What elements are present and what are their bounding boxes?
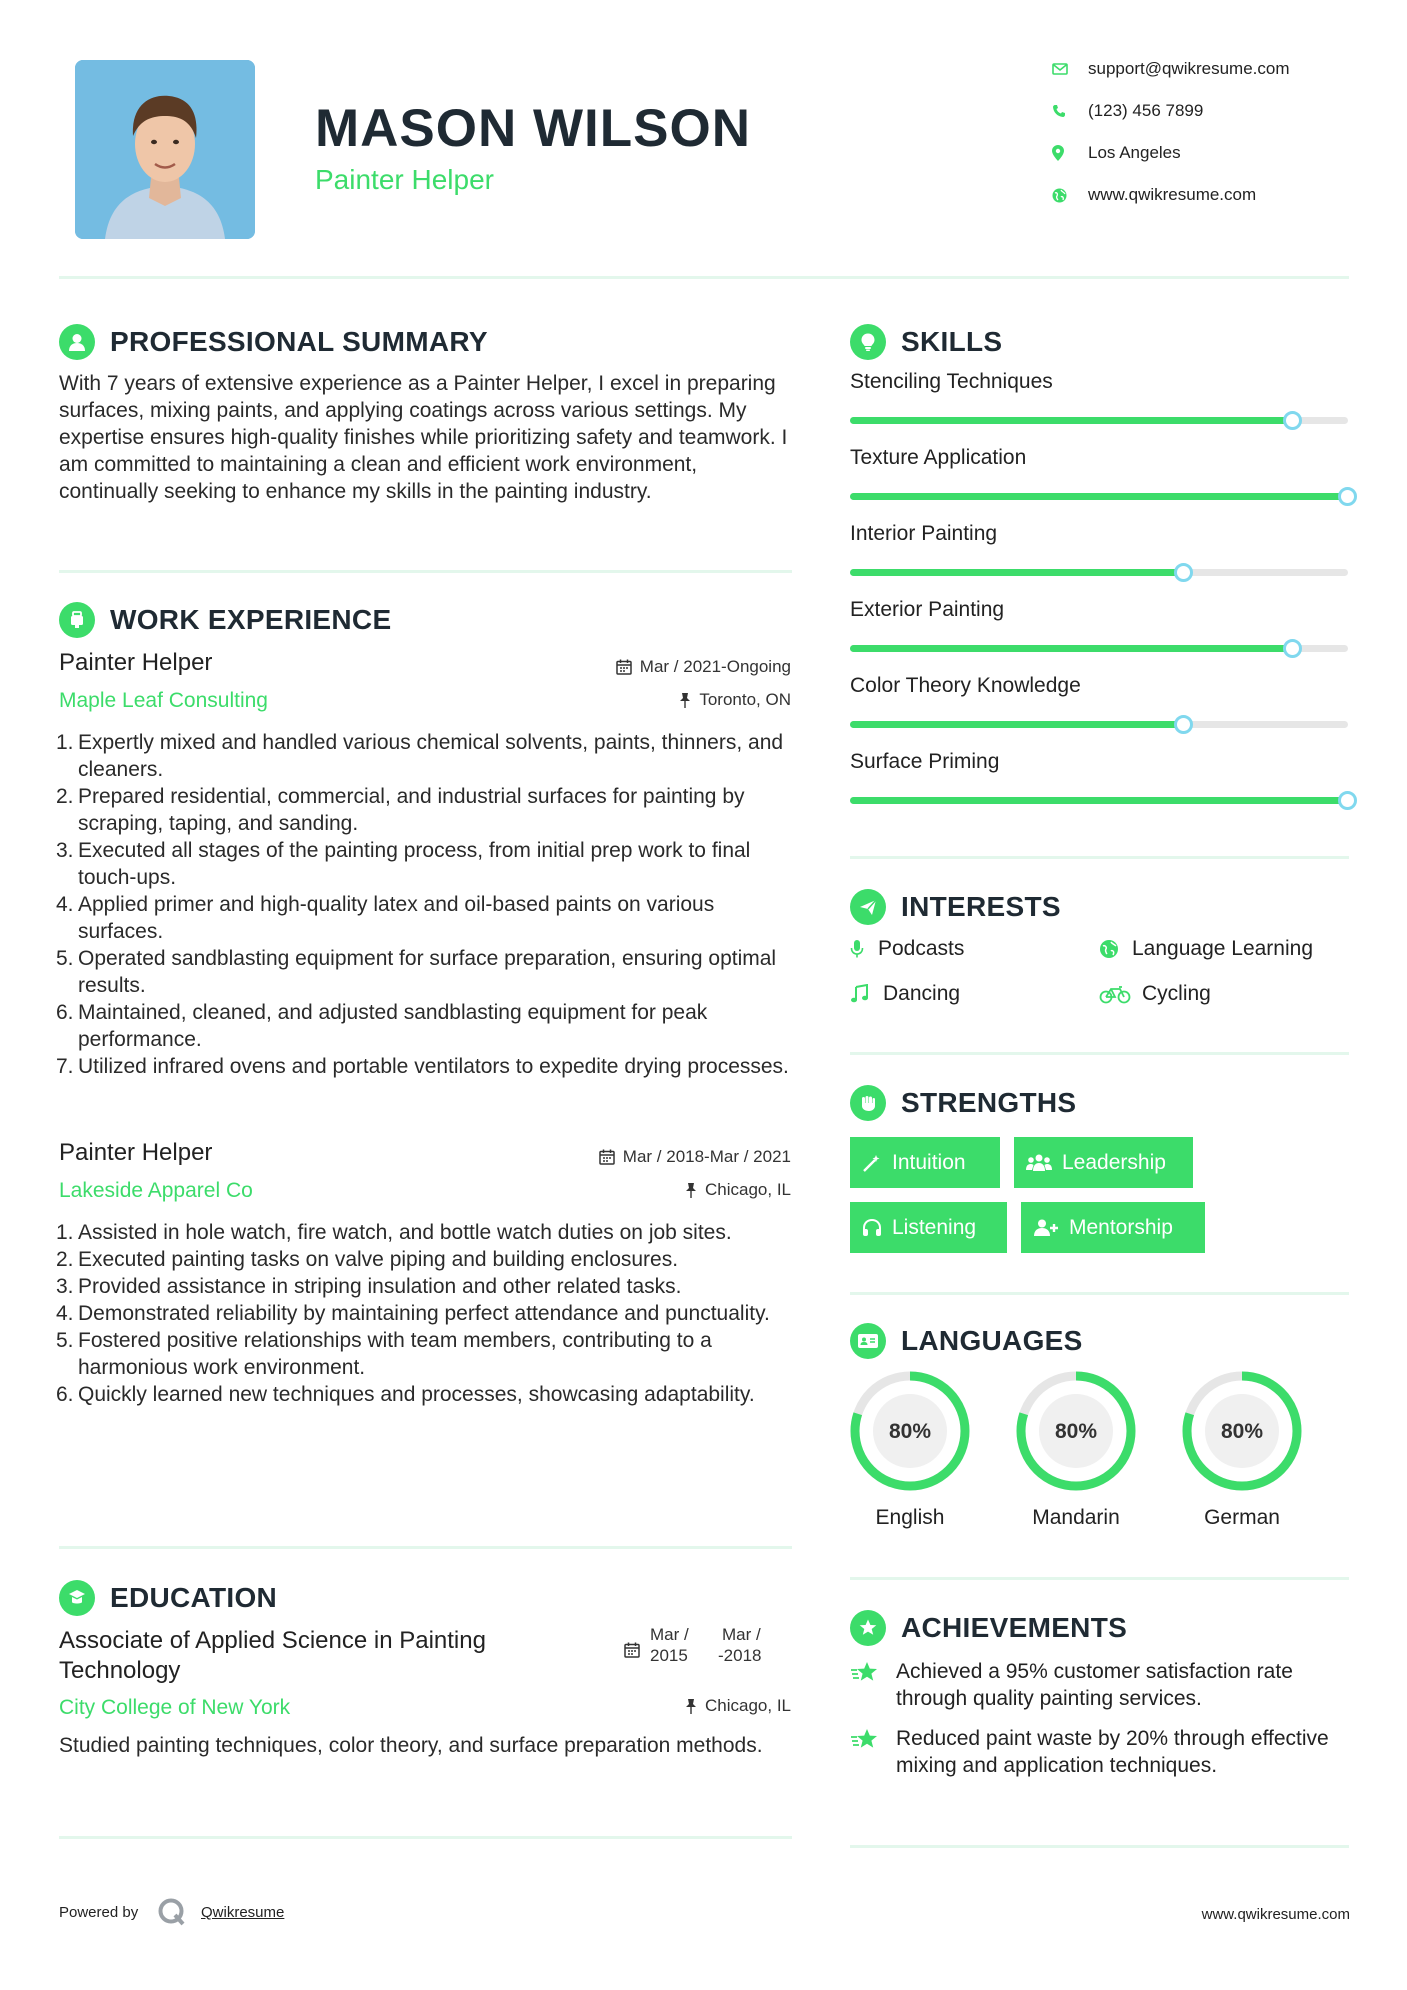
language-name: English xyxy=(875,1506,945,1529)
languages-title: LANGUAGES xyxy=(901,1325,1083,1356)
achievements-title: ACHIEVEMENTS xyxy=(901,1612,1128,1643)
job-1-company: Maple Leaf Consulting xyxy=(59,689,268,712)
job-1-location-text: Toronto, ON xyxy=(699,690,791,709)
education-divider xyxy=(59,1836,792,1839)
map-marker-icon xyxy=(1052,145,1088,161)
microphone-icon xyxy=(850,939,878,959)
bicycle-icon xyxy=(1099,984,1142,1004)
language-percent: 80% xyxy=(1054,1420,1098,1443)
job-1-duties xyxy=(56,729,799,1080)
list-item: 3. Provided assistance in striping insulation and other related tasks. xyxy=(56,1275,682,1298)
skill-bar xyxy=(850,493,1348,500)
job-1-dates-text: Mar / 2021-Ongoing xyxy=(639,657,791,676)
education-location xyxy=(480,1696,791,1716)
globe-icon xyxy=(1099,939,1132,959)
languages-divider xyxy=(850,1577,1349,1580)
list-item: 4. Applied primer and high-quality latex and oil-based paints on various surfaces. xyxy=(56,893,715,943)
headphones-icon xyxy=(862,1218,882,1238)
language-name: Mandarin xyxy=(1032,1506,1120,1529)
skill-bar-knob xyxy=(1174,563,1193,582)
list-item: 4. Demonstrated reliability by maintaining perfect attendance and punctuality. xyxy=(56,1302,770,1325)
job-2-location-text: Chicago, IL xyxy=(705,1180,791,1199)
job-1-role: Painter Helper xyxy=(59,649,213,676)
list-item: 6. Maintained, cleaned, and adjusted sandblasting equipment for peak performance. xyxy=(56,1001,708,1051)
education-end-year: -2018 xyxy=(718,1646,762,1665)
experience-heading xyxy=(59,602,391,638)
summary-title: PROFESSIONAL SUMMARY xyxy=(110,326,488,357)
skill-label: Exterior Painting xyxy=(850,598,1005,621)
strength-tag xyxy=(850,1137,1000,1188)
paper-plane-icon xyxy=(850,889,886,925)
strength-tag xyxy=(850,1202,1007,1253)
skill-bar xyxy=(850,569,1348,576)
job-2-role: Painter Helper xyxy=(59,1139,213,1166)
language-percent: 80% xyxy=(1220,1420,1264,1443)
skill-bar-fill xyxy=(850,797,1348,804)
education-end-month: Mar / xyxy=(722,1625,761,1644)
interest-label: Cycling xyxy=(1142,982,1211,1005)
contact-phone[interactable] xyxy=(1052,100,1332,122)
skill-item xyxy=(850,598,1350,668)
education-title: EDUCATION xyxy=(110,1582,278,1613)
qwikresume-logo-icon xyxy=(157,1897,187,1932)
skill-label: Interior Painting xyxy=(850,522,998,545)
list-item: 2. Prepared residential, commercial, and industrial surfaces for painting by scraping, taping, and sanding. xyxy=(56,785,745,835)
interest-item xyxy=(850,937,964,961)
education-school: City College of New York xyxy=(59,1696,291,1719)
strength-tag xyxy=(1014,1137,1193,1188)
skill-bar-knob xyxy=(1283,639,1302,658)
skill-item xyxy=(850,674,1350,744)
id-card-icon xyxy=(850,1323,886,1359)
strength-label: Listening xyxy=(892,1215,977,1239)
education-degree: Associate of Applied Science in Painting Technology xyxy=(59,1627,486,1684)
list-item: 5. Operated sandblasting equipment for surface preparation, ensuring optimal results. xyxy=(56,947,777,997)
language-ring xyxy=(1181,1370,1303,1492)
user-plus-icon xyxy=(1033,1218,1059,1238)
skill-label: Color Theory Knowledge xyxy=(850,674,1081,697)
contact-website-text: www.qwikresume.com xyxy=(1088,185,1257,204)
skill-bar xyxy=(850,797,1348,804)
contact-phone-text: (123) 456 7899 xyxy=(1088,101,1204,120)
languages-heading xyxy=(850,1323,1083,1359)
language-name: German xyxy=(1204,1506,1280,1529)
pushpin-icon xyxy=(685,1698,697,1714)
skill-bar xyxy=(850,645,1348,652)
profile-photo xyxy=(75,60,255,239)
candidate-name: MASON WILSON xyxy=(315,99,751,158)
candidate-title: Painter Helper xyxy=(315,164,494,195)
skill-item xyxy=(850,446,1350,516)
education-heading xyxy=(59,1580,277,1616)
job-1-dates xyxy=(480,657,791,677)
education-dates xyxy=(624,1625,794,1669)
skill-bar-fill xyxy=(850,493,1348,500)
strengths-divider xyxy=(850,1292,1349,1295)
language-item xyxy=(1015,1370,1137,1497)
music-note-icon xyxy=(850,984,883,1004)
skills-title: SKILLS xyxy=(901,326,1003,357)
calendar-icon xyxy=(616,659,632,675)
skill-bar-fill xyxy=(850,721,1184,728)
strengths-heading xyxy=(850,1085,1076,1121)
skills-divider xyxy=(850,856,1349,859)
skill-item xyxy=(850,522,1350,592)
skill-bar xyxy=(850,721,1348,728)
strengths-title: STRENGTHS xyxy=(901,1087,1077,1118)
skills-list xyxy=(850,370,1350,820)
education-description: Studied painting techniques, color theory, and surface preparation methods. xyxy=(59,1734,763,1757)
contact-location xyxy=(1052,142,1332,164)
star-icon xyxy=(850,1728,880,1752)
calendar-icon xyxy=(599,1149,615,1165)
list-item: 7. Utilized infrared ovens and portable ventilators to expedite drying processes. xyxy=(56,1055,789,1078)
summary-divider xyxy=(59,570,792,573)
skill-bar-knob xyxy=(1283,411,1302,430)
skill-bar-knob xyxy=(1174,715,1193,734)
achievement-text: Reduced paint waste by 20% through effective mixing and application techniques. xyxy=(896,1727,1329,1777)
skill-bar-fill xyxy=(850,417,1293,424)
education-location-text: Chicago, IL xyxy=(705,1696,791,1715)
qwikresume-link[interactable]: Qwikresume xyxy=(201,1904,285,1921)
achievements-heading xyxy=(850,1610,1127,1646)
strength-label: Intuition xyxy=(892,1150,966,1174)
contact-email[interactable] xyxy=(1052,58,1332,80)
interests-divider xyxy=(850,1052,1349,1055)
list-item: 2. Executed painting tasks on valve piping and building enclosures. xyxy=(56,1248,679,1271)
interests-title: INTERESTS xyxy=(901,891,1061,922)
skill-label: Texture Application xyxy=(850,446,1027,469)
star-badge-icon xyxy=(850,1610,886,1646)
pushpin-icon xyxy=(679,692,691,708)
briefcase-icon xyxy=(59,602,95,638)
star-icon xyxy=(850,1661,880,1685)
lightbulb-icon xyxy=(850,324,886,360)
achievement-text: Achieved a 95% customer satisfaction rate through quality painting services. xyxy=(896,1660,1293,1710)
skill-bar xyxy=(850,417,1348,424)
graduate-icon xyxy=(59,1580,95,1616)
interest-label: Language Learning xyxy=(1132,937,1314,960)
job-2-duties xyxy=(56,1219,799,1408)
education-start-month: Mar / xyxy=(650,1625,689,1644)
list-item: 1. Assisted in hole watch, fire watch, and bottle watch duties on job sites. xyxy=(56,1221,732,1244)
skill-bar-knob xyxy=(1338,487,1357,506)
skill-bar-fill xyxy=(850,569,1184,576)
list-item: 6. Quickly learned new techniques and processes, showcasing adaptability. xyxy=(56,1383,755,1406)
job-2-location xyxy=(480,1180,791,1200)
list-item: 3. Executed all stages of the painting process, from initial prep work to final touch-ups. xyxy=(56,839,751,889)
language-ring xyxy=(1015,1370,1137,1492)
contact-email-text: support@qwikresume.com xyxy=(1088,59,1290,78)
language-percent: 80% xyxy=(888,1420,932,1443)
skills-heading xyxy=(850,324,1002,360)
interests-heading xyxy=(850,889,1061,925)
phone-icon xyxy=(1052,104,1088,118)
user-icon xyxy=(59,324,95,360)
magic-wand-icon xyxy=(862,1153,882,1173)
job-2-dates-text: Mar / 2018-Mar / 2021 xyxy=(622,1147,791,1166)
experience-divider xyxy=(59,1546,792,1549)
powered-by-label: Powered by xyxy=(59,1904,139,1921)
interest-item xyxy=(850,982,960,1006)
strength-tag xyxy=(1021,1202,1205,1253)
interest-item xyxy=(1099,982,1211,1006)
skill-item xyxy=(850,750,1350,820)
experience-title: WORK EXPERIENCE xyxy=(110,604,392,635)
skill-bar-knob xyxy=(1338,791,1357,810)
job-2-company: Lakeside Apparel Co xyxy=(59,1179,253,1202)
interest-label: Dancing xyxy=(883,982,961,1005)
footer-website-link[interactable]: www.qwikresume.com xyxy=(1201,1906,1350,1923)
list-item: 5. Fostered positive relationships with team members, contributing to a harmonious work environment. xyxy=(56,1329,712,1379)
skill-label: Surface Priming xyxy=(850,750,1000,773)
summary-text: With 7 years of extensive experience as a Painter Helper, I excel in preparing surfaces, mixing paints, and applying coatings across various settings. My expertise ensures high-quality finishes while prioritizing safety and teamwork. I am committed to maintaining a clean and efficient work environment, continually seeking to enhance my skills in the painting industry. xyxy=(59,372,788,503)
calendar-icon xyxy=(624,1642,640,1658)
achievements-divider xyxy=(850,1845,1349,1848)
summary-heading xyxy=(59,324,488,360)
interest-item xyxy=(1099,937,1313,961)
job-2-dates xyxy=(480,1147,791,1167)
interest-label: Podcasts xyxy=(878,937,965,960)
globe-icon xyxy=(1052,188,1088,203)
envelope-icon xyxy=(1052,63,1088,75)
users-icon xyxy=(1026,1153,1052,1173)
language-ring xyxy=(849,1370,971,1492)
skill-item xyxy=(850,370,1350,440)
language-item xyxy=(1181,1370,1303,1497)
skill-label: Stenciling Techniques xyxy=(850,370,1053,393)
pushpin-icon xyxy=(685,1182,697,1198)
fist-icon xyxy=(850,1085,886,1121)
education-start-year: 2015 xyxy=(650,1646,688,1665)
strength-label: Mentorship xyxy=(1069,1215,1173,1239)
contact-website[interactable] xyxy=(1052,184,1332,206)
job-1-location xyxy=(480,690,791,710)
header-divider xyxy=(59,276,1349,279)
strength-label: Leadership xyxy=(1062,1150,1166,1174)
skill-bar-fill xyxy=(850,645,1293,652)
language-item xyxy=(849,1370,971,1497)
contact-location-text: Los Angeles xyxy=(1088,143,1181,162)
list-item: 1. Expertly mixed and handled various chemical solvents, paints, thinners, and cleaners. xyxy=(56,731,784,781)
